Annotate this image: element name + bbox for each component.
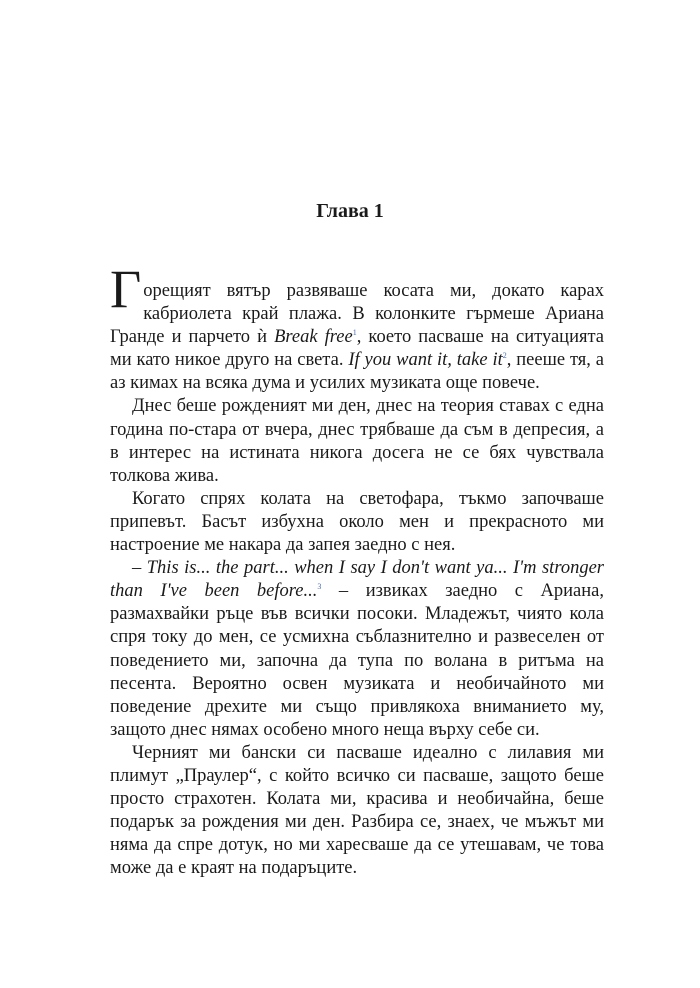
paragraph-1-text-a: орещият вятър развяваше косата ми, докато карах кабриолета край плажа. В колонките гърмеше Ариана Гранде и парчето ѝ [110,281,604,348]
lyric-this-is-the-part: – This is... the part... when I say I don't want ya... I'm stronger than I've been before... [110,558,604,602]
lyric-if-you-want-it: If you want it, take it [348,350,503,371]
song-title-break-free: Break free [274,327,353,348]
chapter-title: Глава 1 [316,200,384,222]
footnote-marker-3[interactable]: 3 [317,582,322,592]
paragraph-5: Черният ми бански си пасваше идеално с лилавия ми плимут „Праулер“, с който всичко си пасваше, защото беше просто страхотен. Колата ми, красива и необичайна, беше подарък за рождения ми ден. Разбира се, знаех, че мъжът ми няма да спре дотук, но ми харесваше да се утешавам, че това може да е краят на подаръците. [110,742,604,879]
paragraph-4-text: – извиках заедно с Ариана, размахвайки ръце във всички посоки. Младежът, чиято кола спря току до мен, се усмихна съблазнително и развеселен от поведението ми, започна да тупа по волана в ритъма на песента. Вероятно освен музиката и необичайното ми поведение дрехите ми също привлякоха вниманието му, защото днес нямах особено много неща върху себе си. [110,581,604,740]
paragraph-1-content [110,259,605,395]
paragraph-4 [110,557,604,742]
chapter-body [110,259,605,880]
paragraph-3: Когато спрях колата на светофара, тъкмо започваше припевът. Басът избухна около мен и прекрасното ми настроение ме накара да запея заедно с нея. [110,488,604,556]
drop-cap-letter: Г [110,259,142,319]
paragraph-2: Днес беше рожденият ми ден, днес на теория ставах с една година по-стара от вчера, днес трябваше да съм в депресия, а в интерес на истината никога досега не се бях чувствала толкова жива. [110,396,604,486]
footnote-marker-1[interactable]: 1 [352,328,357,338]
paragraph-1-text-c: , пееше тя, а аз кимах на всяка дума и усилих музиката още повече. [110,350,605,394]
paragraph-1 [110,259,605,395]
footnote-marker-2[interactable]: 2 [502,351,507,361]
paragraph-1-text-b: , което пасваше на ситуацията ми като никое друго на света. [110,327,604,371]
